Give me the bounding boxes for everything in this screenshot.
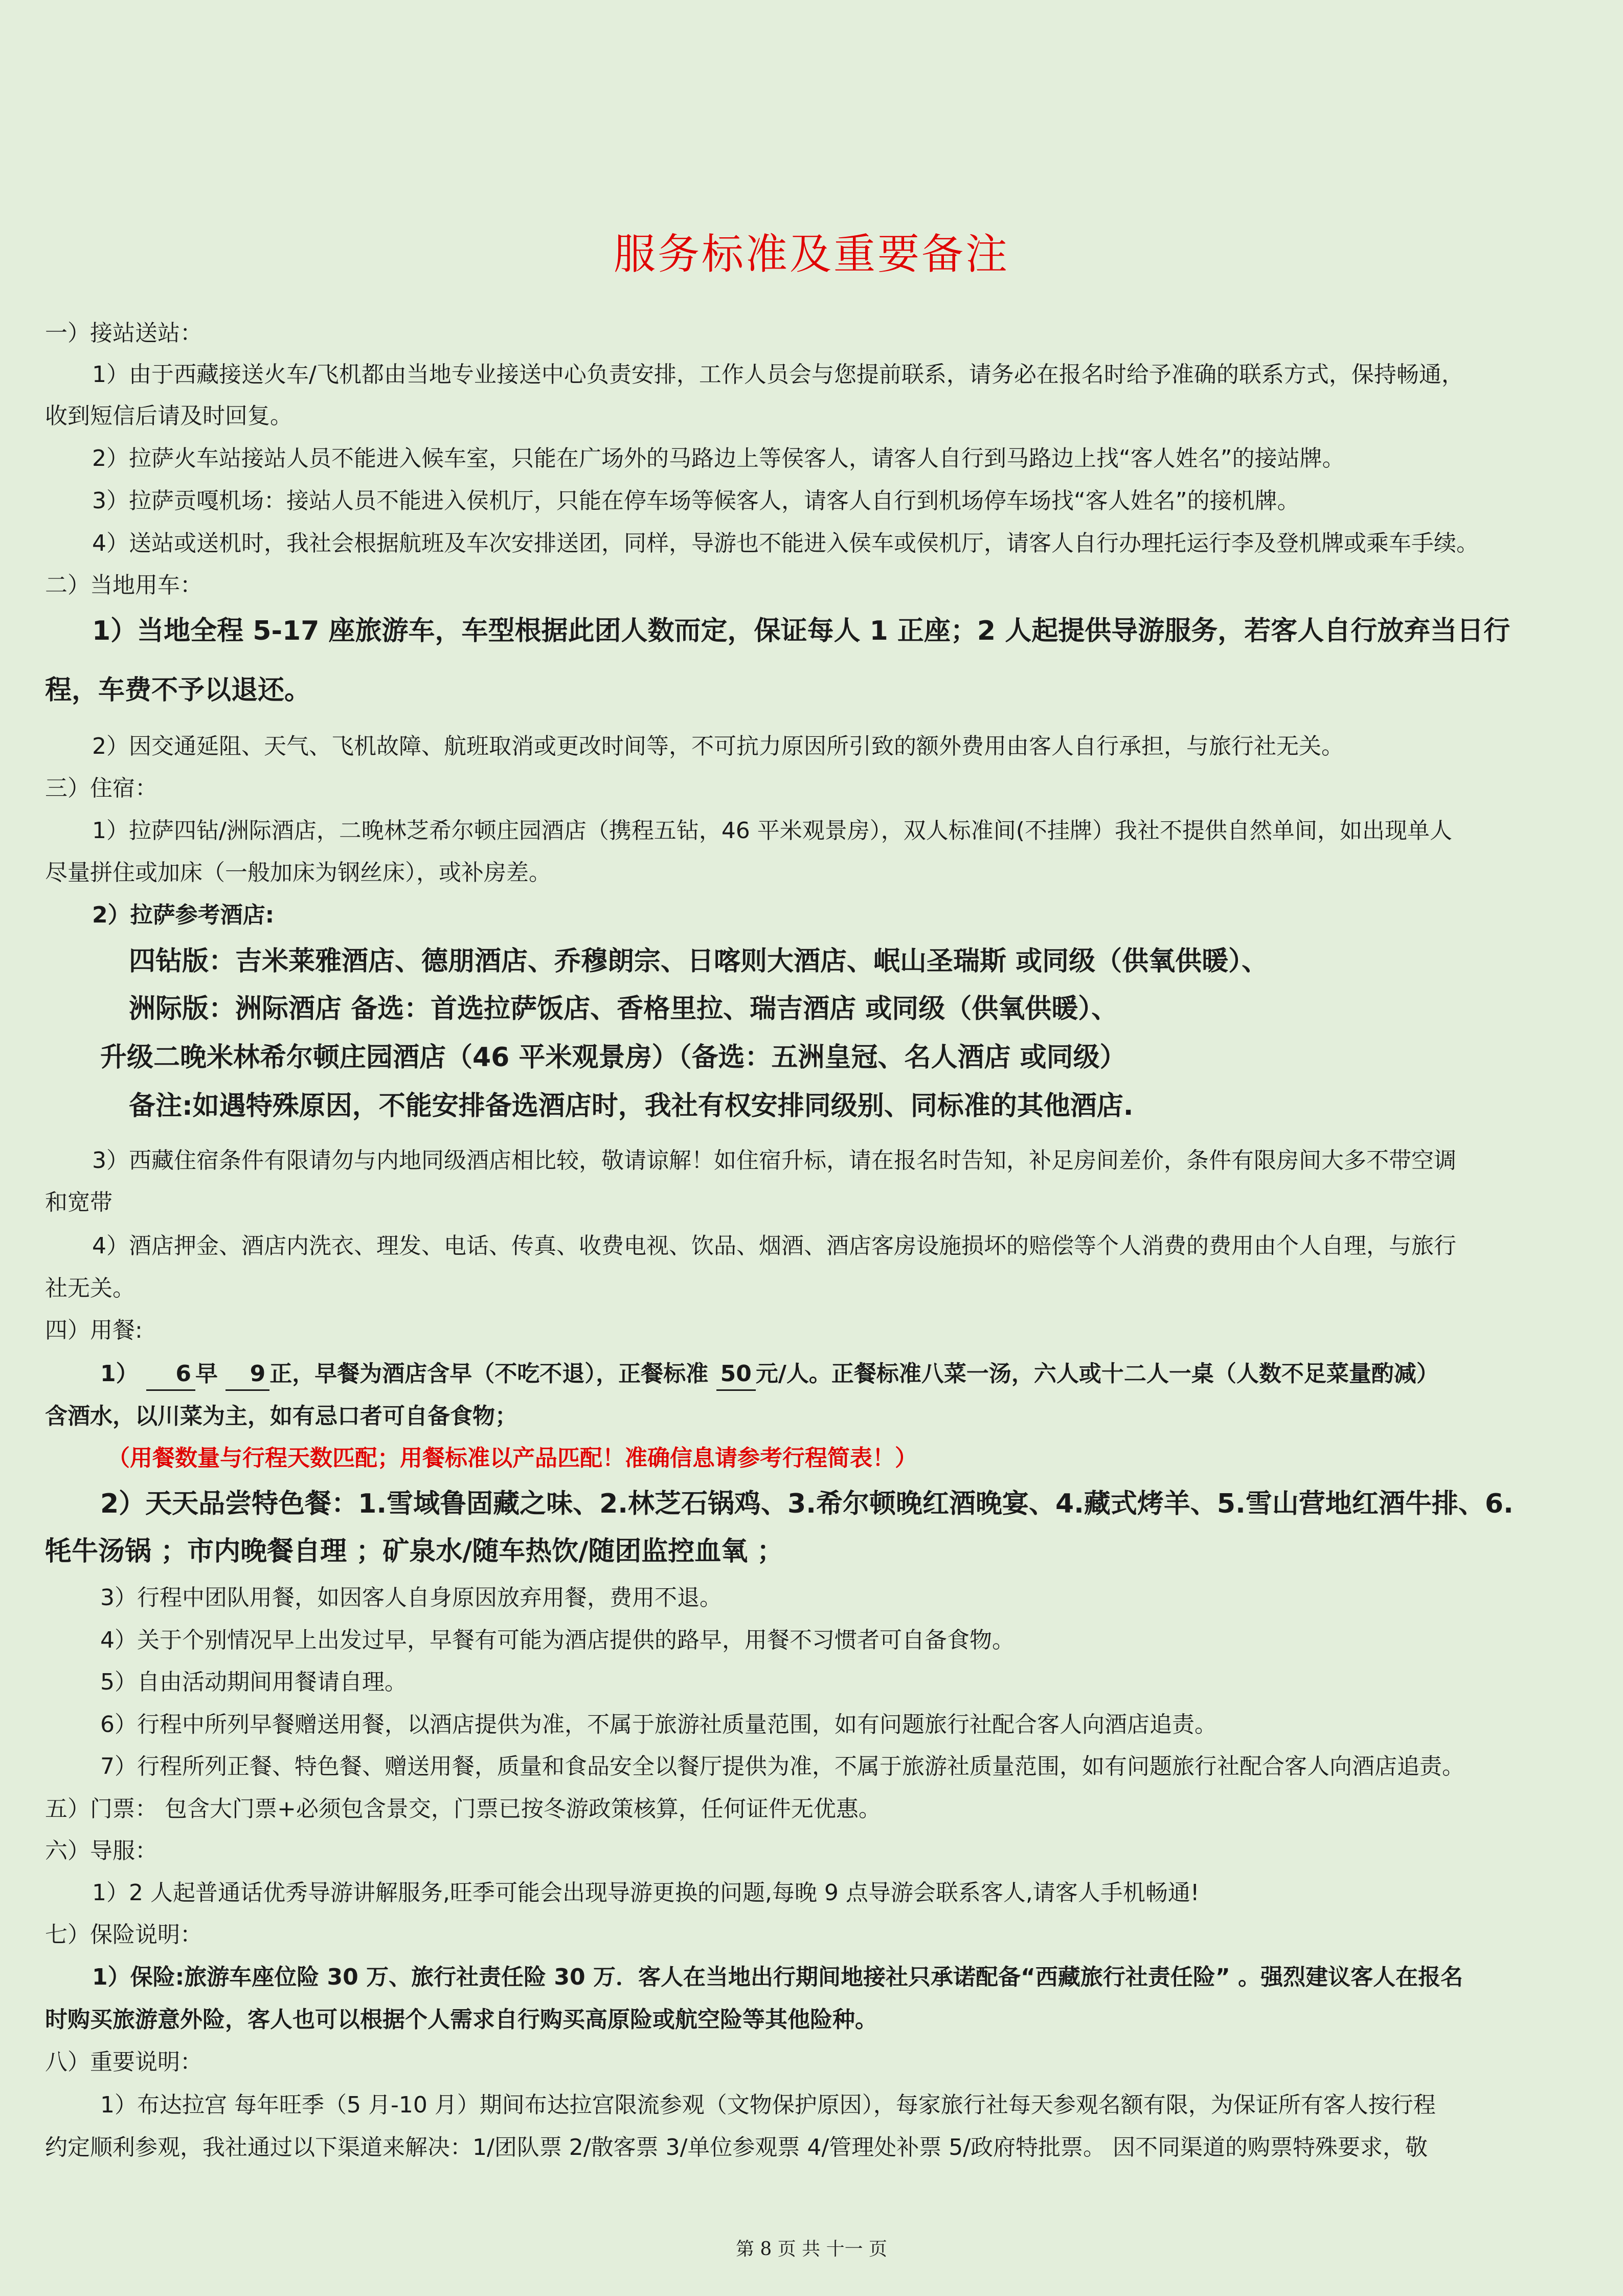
section-3-item-1: 1）拉萨四钻/洲际酒店，二晚林芝希尔顿庄园酒店（携程五钻，46 平米观景房），双人标准间(不挂牌）我社不提供自然单间，如出现单人 — [92, 818, 1452, 844]
section-4-item-1 — [100, 1359, 1623, 1391]
section-2-item-1-cont: 程，车费不予以退还。 — [45, 675, 311, 706]
section-8-item-1-cont: 约定顺利参观，我社通过以下渠道来解决：1/团队票 2/散客票 3/单位参观票 4/管理处补票 5/政府特批票。 因不同渠道的购票特殊要求，敬 — [45, 2134, 1428, 2160]
section-3-item-1-cont: 尽量拼住或加床（一般加床为钢丝床），或补房差。 — [45, 860, 551, 886]
meal-text-3: 元/人。正餐标准八菜一汤，六人或十二人一桌（人数不足菜量酌减） — [755, 1361, 1439, 1387]
section-4-item-3: 3）行程中团队用餐，如因客人自身原因放弃用餐，费用不退。 — [100, 1585, 722, 1611]
section-8-item-1: 1）布达拉宫 每年旺季（5 月-10 月）期间布达拉宫限流参观（文物保护原因），每家旅行社每天参观名额有限，为保证所有客人按行程 — [100, 2092, 1436, 2118]
section-3-item-3: 3）西藏住宿条件有限请勿与内地同级酒店相比较，敬请谅解！如住宿升标，请在报名时告知，补足房间差价，条件有限房间大多不带空调 — [92, 1147, 1456, 1174]
section-3-item-4-cont: 社无关。 — [45, 1275, 135, 1301]
breakfast-label: 早 — [195, 1361, 218, 1387]
hotel-line-1: 四钻版：吉米莱雅酒店、德朋酒店、乔穆朗宗、日喀则大酒店、岷山圣瑞斯 或同级（供氧供暖）、 — [129, 946, 1269, 977]
section-7-heading: 七）保险说明： — [45, 1922, 202, 1948]
section-1-item-1-cont: 收到短信后请及时回复。 — [45, 403, 292, 429]
section-2-item-2: 2）因交通延阻、天气、飞机故障、航班取消或更改时间等，不可抗力原因所引致的额外费用由客人自行承担，与旅行社无关。 — [92, 733, 1344, 759]
page-title: 服务标准及重要备注 — [613, 230, 1009, 279]
section-1-item-1: 1）由于西藏接送火车/飞机都由当地专业接送中心负责安排，工作人员会与您提前联系，请务必在报名时给予准确的联系方式，保持畅通， — [92, 362, 1464, 388]
section-4-item-2: 2）天天品尝特色餐：1.雪域鲁固藏之味、2.林芝石锅鸡、3.希尔顿晚红酒晚宴、4.藏式烤羊、5.雪山营地红酒牛排、6. — [100, 1489, 1514, 1519]
section-1-item-4: 4）送站或送机时，我社会根据航班及车次安排送团，同样，导游也不能进入侯车或侯机厅，请客人自行办理托运行李及登机牌或乘车手续。 — [92, 530, 1479, 556]
page-footer: 第 8 页 共 十一 页 — [735, 2239, 888, 2260]
section-4-item-1-cont: 含酒水，以川菜为主，如有忌口者可自备食物； — [45, 1403, 517, 1429]
section-5-heading: 五）门票： 包含大门票+必须包含景交，门票已按冬游政策核算，任何证件无优惠。 — [45, 1796, 881, 1822]
section-3-item-4: 4）酒店押金、酒店内洗衣、理发、电话、传真、收费电视、饮品、烟酒、酒店客房设施损坏的赔偿等个人消费的费用由个人自理，与旅行 — [92, 1233, 1456, 1259]
hotel-line-3: 升级二晚米林希尔顿庄园酒店（46 平米观景房）（备选：五洲皇冠、名人酒店 或同级） — [100, 1042, 1126, 1073]
section-3-item-3-cont: 和宽带 — [45, 1189, 112, 1215]
section-2-item-1: 1）当地全程 5-17 座旅游车，车型根据此团人数而定，保证每人 1 正座；2 人起提供导游服务，若客人自行放弃当日行 — [92, 616, 1511, 646]
meal-text-2: 正，早餐为酒店含早（不吃不退），正餐标准 — [269, 1361, 709, 1387]
section-4-item-4: 4）关于个别情况早上出发过早，早餐有可能为酒店提供的路早，用餐不习惯者可自备食物。 — [100, 1627, 1015, 1653]
lunch-count: 9 — [226, 1359, 269, 1391]
section-8-heading: 八）重要说明： — [45, 2049, 202, 2075]
section-7-item-1-cont: 时购买旅游意外险，客人也可以根据个人需求自行购买高原险或航空险等其他险种。 — [45, 2007, 877, 2033]
section-6-item-1: 1）2 人起普通话优秀导游讲解服务,旺季可能会出现导游更换的问题,每晚 9 点导游会联系客人,请客人手机畅通! — [92, 1880, 1200, 1906]
hotel-line-2: 洲际版：洲际酒店 备选：首选拉萨饭店、香格里拉、瑞吉酒店 或同级（供氧供暖）、 — [129, 994, 1118, 1024]
meal-red-note: （用餐数量与行程天数匹配；用餐标准以产品匹配！准确信息请参考行程简表！） — [107, 1445, 917, 1471]
section-4-item-7: 7）行程所列正餐、特色餐、赠送用餐，质量和食品安全以餐厅提供为准，不属于旅游社质量范围，如有问题旅行社配合客人向酒店追责。 — [100, 1753, 1464, 1780]
section-3-item-2 — [92, 900, 1623, 931]
section-7-item-1: 1）保险:旅游车座位险 30 万、旅行社责任险 30 万．客人在当地出行期间地接社只承诺配备“西藏旅行社责任险” 。强烈建议客人在报名 — [92, 1964, 1463, 1990]
section-1-heading: 一）接站送站： — [45, 320, 202, 346]
section-3-heading: 三）住宿： — [45, 775, 157, 801]
section-3-item-2-text: 2）拉萨参考酒店: — [92, 902, 275, 928]
section-1-item-3: 3）拉萨贡嘎机场：接站人员不能进入侯机厅，只能在停车场等候客人，请客人自行到机场停车场找“客人姓名”的接机牌。 — [92, 488, 1300, 514]
section-1-item-2: 2）拉萨火车站接站人员不能进入候车室，只能在广场外的马路边上等侯客人，请客人自行到马路边上找“客人姓名”的接站牌。 — [92, 445, 1345, 471]
hotel-note: 备注:如遇特殊原因，不能安排备选酒店时，我社有权安排同级别、同标准的其他酒店. — [129, 1091, 1134, 1121]
section-4-item-2-cont: 牦牛汤锅 ；市内晚餐自理 ；矿泉水/随车热饮/随团监控血氧 ； — [45, 1536, 784, 1567]
section-2-heading: 二）当地用车： — [45, 572, 202, 598]
section-4-item-5: 5）自由活动期间用餐请自理。 — [100, 1669, 407, 1695]
breakfast-count: 6 — [146, 1359, 195, 1391]
section-4-item-6: 6）行程中所列早餐赠送用餐，以酒店提供为准，不属于旅游社质量范围，如有问题旅行社配合客人向酒店追责。 — [100, 1712, 1217, 1738]
section-4-heading: 四）用餐: — [45, 1317, 143, 1343]
meal-prefix: 1） — [100, 1361, 139, 1387]
meal-price: 50 — [716, 1359, 756, 1391]
section-6-heading: 六）导服： — [45, 1838, 157, 1864]
